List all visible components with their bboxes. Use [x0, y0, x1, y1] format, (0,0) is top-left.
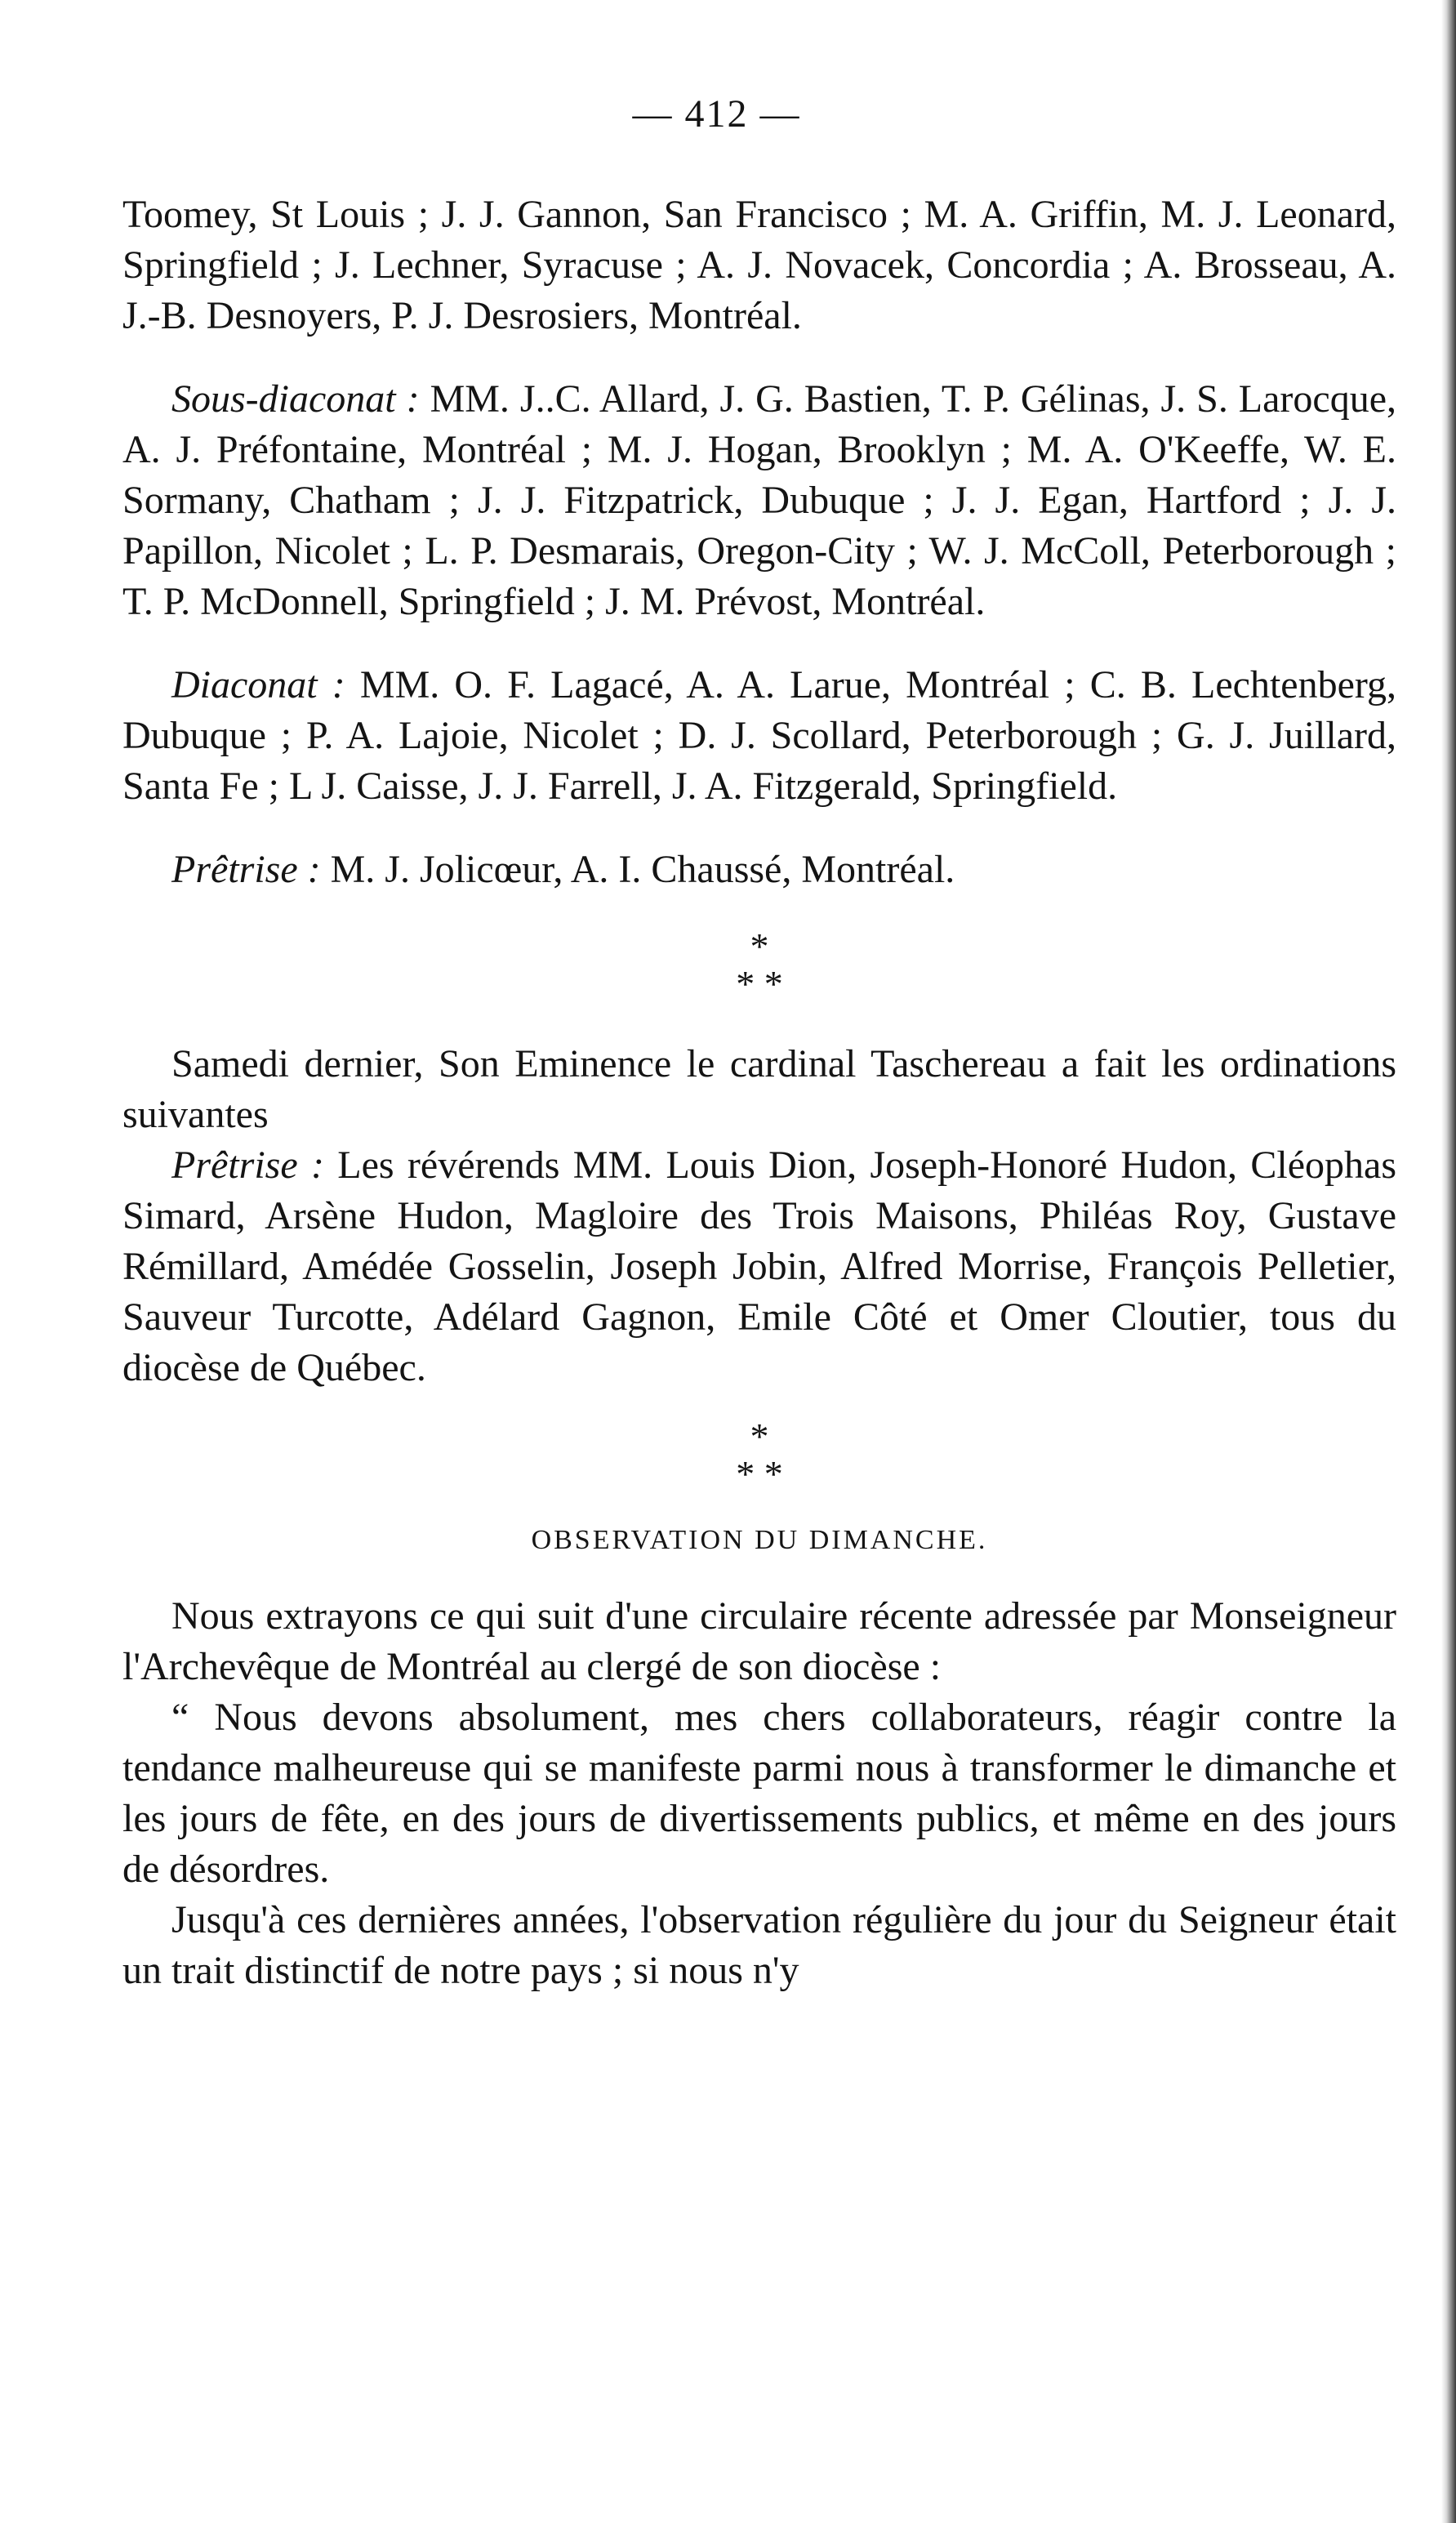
text-pretrise-quebec: Les révérends MM. Louis Dion, Joseph-Honoré Hudon, Cléophas Simard, Arsène Hudon, Magloire des Trois Maisons, Philéas Roy, Gustave Rémillard, Amédée Gosselin, Joseph Jobin, Alfred Morrise, François Pelletier, Sauveur Turcotte, Adélard Gagnon, Emile Côté et Omer Cloutier, tous du diocèse de Québec. [122, 1143, 1397, 1389]
page-number: — 412 — [632, 92, 801, 136]
asterism-top-2: * [750, 1415, 769, 1457]
paragraph-pretrise-montreal [122, 845, 1396, 895]
paragraph-circulaire: Nous extrayons ce qui suit d'une circulaire récente adressée par Monseigneur l'Archevêque de Montréal au clergé de son diocèse : [122, 1594, 1396, 1688]
paragraph-ordinations-continued: Toomey, St Louis ; J. J. Gannon, San Francisco ; M. A. Griffin, M. J. Leonard, Springfield ; J. Lechner, Syracuse ; A. J. Novacek, Concordia ; A. Brosseau, A. J.-B. Desnoyers, P. J. Desrosiers, Montréal. [122, 193, 1396, 337]
paragraph-diaconat [122, 660, 1396, 812]
text-pretrise-montreal: M. J. Jolicœur, A. I. Chaussé, Montréal. [330, 848, 955, 891]
section-heading: OBSERVATION DU DIMANCHE. [531, 1525, 988, 1555]
asterism-top: * [750, 925, 769, 967]
paragraph-quotation: “ Nous devons absolument, mes chers collaborateurs, réagir contre la tendance malheureuse qui se manifeste parmi nous à transformer le dimanche et les jours de fête, en des jours de divertissements publics, et même en des jours de désordres. [122, 1696, 1396, 1891]
paragraph-observation: Jusqu'à ces dernières années, l'observation régulière du jour du Seigneur était un trait distinctif de notre pays ; si nous n'y [122, 1898, 1396, 1992]
page-body [122, 189, 1396, 1996]
label-sous-diaconat: Sous-diaconat : [171, 377, 420, 421]
paragraph-samedi: Samedi dernier, Son Eminence le cardinal Taschereau a fait les ordinations suivantes [122, 1042, 1396, 1136]
text-sous-diaconat: MM. J..C. Allard, J. G. Bastien, T. P. Gélinas, J. S. Larocque, A. J. Préfontaine, Montréal ; M. J. Hogan, Brooklyn ; M. A. O'Keeffe, W. E. Sormany, Chatham ; J. J. Fitzpatrick, Dubuque ; J. J. Egan, Hartford ; J. J. Papillon, Nicolet ; L. P. Desmarais, Oregon-City ; W. J. McColl, Peterborough ; T. P. McDonnell, Springfield ; J. M. Prévost, Montréal. [122, 377, 1397, 623]
label-pretrise: Prêtrise : [171, 848, 321, 891]
paragraph-pretrise-quebec [122, 1140, 1396, 1393]
page-edge-shadow [1441, 0, 1456, 2523]
asterism-separator-2 [122, 1415, 1396, 1495]
asterism-separator [122, 925, 1396, 1005]
paragraph-sous-diaconat [122, 374, 1396, 627]
asterism-bottom-2: * * [736, 1453, 783, 1495]
asterism-bottom: * * [736, 963, 783, 1005]
label-diaconat: Diaconat : [171, 663, 345, 707]
text-diaconat: MM. O. F. Lagacé, A. A. Larue, Montréal ; C. B. Lechtenberg, Dubuque ; P. A. Lajoie, Nicolet ; D. J. Scollard, Peterborough ; G. J. Juillard, Santa Fe ; L J. Caisse, J. J. Farrell, J. A. Fitzgerald, Springfield. [122, 663, 1397, 808]
label-pretrise-quebec: Prêtrise : [171, 1143, 324, 1187]
